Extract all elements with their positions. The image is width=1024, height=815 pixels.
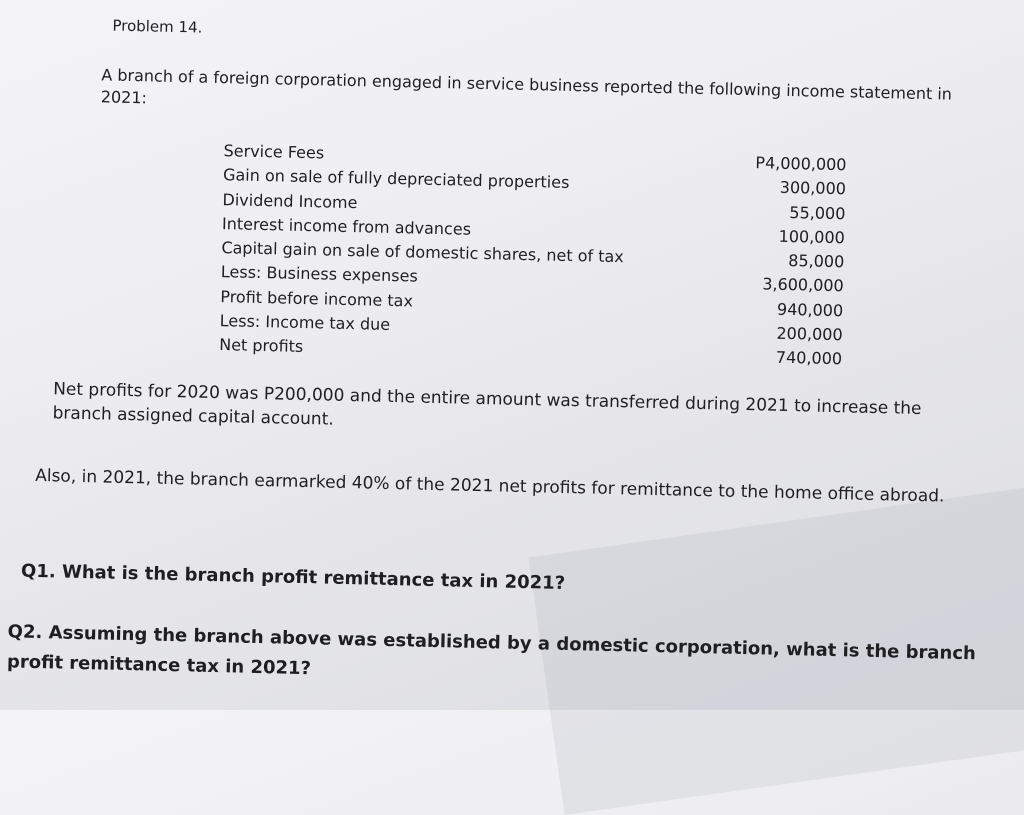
stmt-label-net-profits: Net profits — [219, 335, 304, 357]
stmt-value-interest-income: 100,000 — [778, 226, 846, 248]
stmt-label-interest-income: Interest income from advances — [221, 213, 472, 239]
stmt-value-income-tax-due: 200,000 — [776, 323, 843, 345]
question-1: Q1. What is the branch profit remittance tax in 2021? — [20, 560, 566, 594]
stmt-value-gain-on-sale: 300,000 — [779, 178, 847, 199]
stmt-value-capital-gain: 85,000 — [788, 251, 845, 272]
stmt-value-profit-before-tax: 940,000 — [776, 299, 844, 320]
intro-text: A branch of a foreign corporation engaged in service business reported the following income statement in 2021: — [100, 65, 953, 108]
stmt-value-net-profits: 740,000 — [775, 348, 843, 369]
stmt-label-profit-before-tax: Profit before income tax — [220, 286, 414, 311]
income-statement-labels — [219, 139, 626, 367]
stmt-label-business-expenses: Less: Business expenses — [220, 262, 419, 287]
stmt-value-dividend-income: 55,000 — [789, 202, 846, 223]
problem-label: Problem 14. — [112, 16, 203, 37]
question-2: Q2. Assuming the branch above was established by a domestic corporation, what is the branch profit remittance tax in 2021? — [6, 621, 977, 680]
stmt-label-service-fees: Service Fees — [223, 141, 325, 163]
paragraph-earmark-remittance: Also, in 2021, the branch earmarked 40% of the 2021 net profits for remittance to the home office abroad. — [34, 465, 945, 507]
stmt-label-dividend-income: Dividend Income — [222, 189, 358, 212]
stmt-value-business-expenses: 3,600,000 — [762, 274, 844, 296]
paragraph-net-profits-2020: Net profits for 2020 was P200,000 and the entire amount was transferred during 2021 to increase the branch assigned capital account. — [52, 379, 922, 430]
stmt-label-capital-gain: Capital gain on sale of domestic shares, net of tax — [221, 238, 624, 267]
stmt-label-gain-on-sale: Gain on sale of fully depreciated properties — [222, 165, 570, 193]
stmt-label-income-tax-due: Less: Income tax due — [219, 311, 391, 335]
income-statement-values — [720, 150, 847, 371]
stmt-value-service-fees: P4,000,000 — [755, 153, 847, 175]
